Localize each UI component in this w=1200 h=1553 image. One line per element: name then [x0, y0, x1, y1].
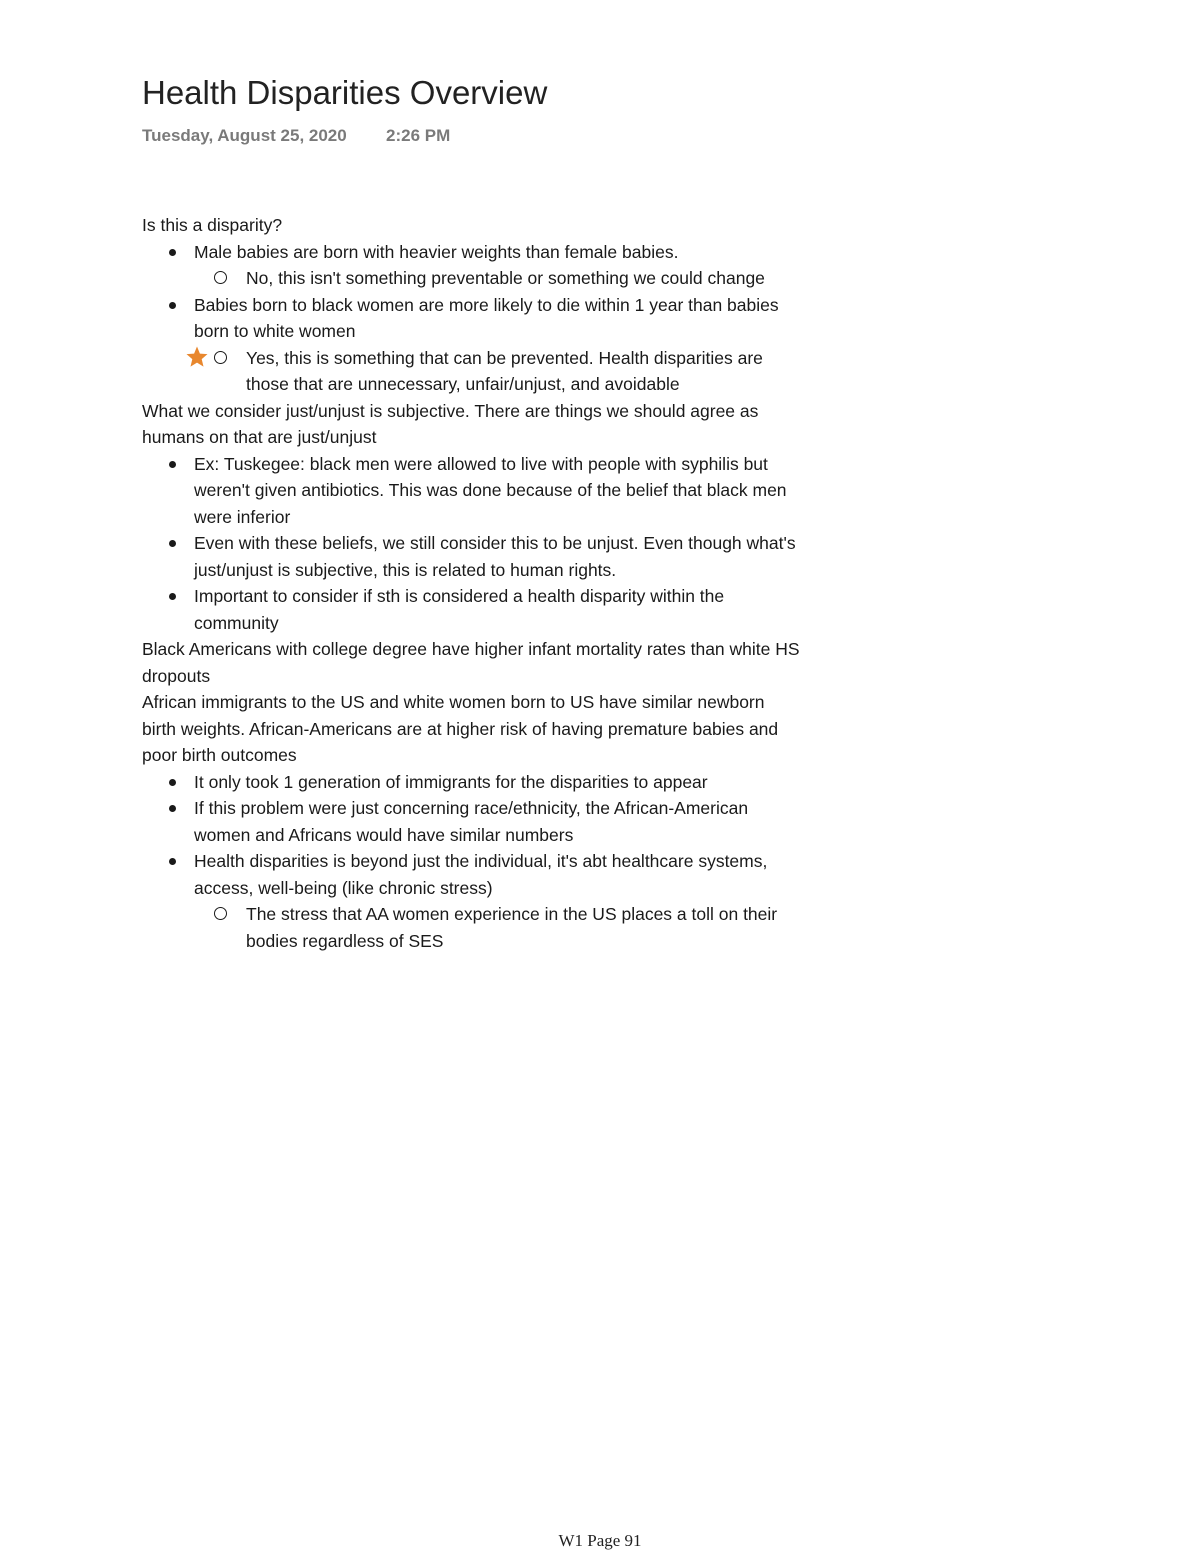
paragraph-just-unjust: What we consider just/unjust is subjective. There are things we should agree as humans on that are just/unjust: [142, 400, 759, 447]
page-footer: W1 Page 91: [558, 1531, 642, 1550]
bullet-item: Babies born to black women are more likely to die within 1 year than babies born to white women: [142, 292, 802, 345]
paragraph-mortality: Black Americans with college degree have higher infant mortality rates than white HS dropouts: [142, 639, 800, 686]
bullet-item: Male babies are born with heavier weights than female babies.: [142, 239, 802, 266]
page-title: Health Disparities Overview: [142, 74, 548, 111]
star-icon[interactable]: [185, 345, 209, 369]
page-date: Tuesday, August 25, 2020: [142, 126, 347, 145]
bullet-list: [142, 451, 802, 637]
note-body[interactable]: [142, 212, 802, 954]
paragraph-question: Is this a disparity?: [142, 215, 283, 235]
sub-bullet-item: The stress that AA women experience in the US places a toll on their bodies regardless of SES: [142, 901, 802, 954]
bullet-list: [142, 239, 802, 398]
sub-bullet-text: Yes, this is something that can be prevented. Health disparities are those that are unnecessary, unfair/unjust, and avoidable: [246, 347, 763, 394]
bullet-item: Ex: Tuskegee: black men were allowed to live with people with syphilis but weren't given antibiotics. This was done because of the belief that black men were inferior: [142, 451, 802, 531]
bullet-list: [142, 769, 802, 955]
sub-bullet-item: No, this isn't something preventable or something we could change: [142, 265, 802, 292]
paragraph-immigrants: African immigrants to the US and white women born to US have similar newborn birth weights. African-Americans are at higher risk of having premature babies and poor birth outcomes: [142, 692, 779, 765]
bullet-item: It only took 1 generation of immigrants for the disparities to appear: [142, 769, 802, 796]
bullet-item: Important to consider if sth is considered a health disparity within the community: [142, 583, 802, 636]
bullet-item: Even with these beliefs, we still consider this to be unjust. Even though what's just/unjust is subjective, this is related to human rights.: [142, 530, 802, 583]
page-time: 2:26 PM: [386, 126, 451, 145]
sub-bullet-item-starred: [142, 345, 802, 398]
bullet-item: If this problem were just concerning race/ethnicity, the African-American women and Africans would have similar numbers: [142, 795, 802, 848]
bullet-item: Health disparities is beyond just the individual, it's abt healthcare systems, access, well-being (like chronic stress): [142, 848, 802, 901]
